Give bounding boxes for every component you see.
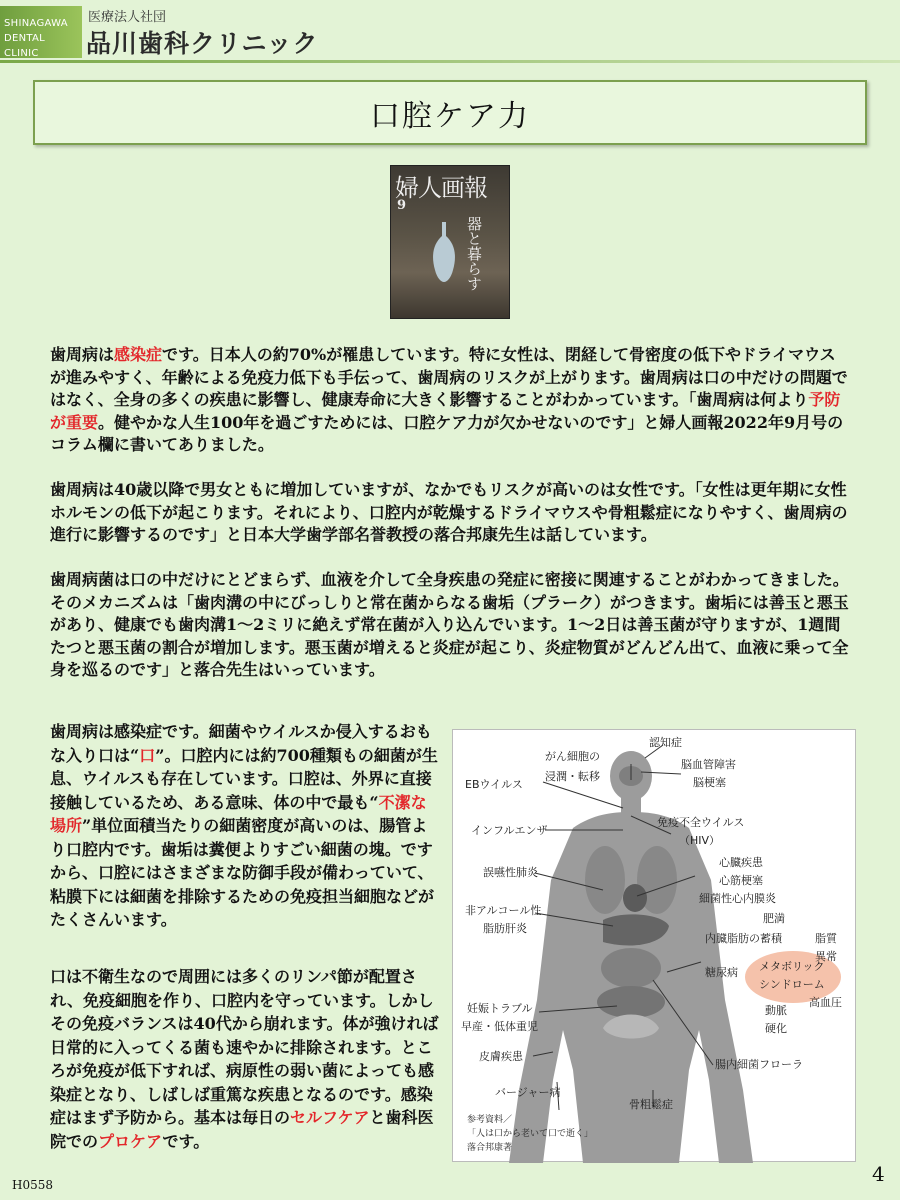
p4-highlight-kuchi: 口 [139, 745, 156, 765]
p1-highlight-kansensho: 感染症 [114, 345, 163, 364]
label-gan2: 浸潤・転移 [545, 770, 600, 783]
label-ninchisho: 認知症 [649, 736, 682, 749]
page-header [0, 0, 900, 70]
label-shinzo3: 細菌性心内膜炎 [699, 892, 776, 905]
label-hifu: 皮膚疾患 [479, 1050, 523, 1063]
label-noukekkan2: 脳梗塞 [693, 776, 726, 789]
paragraph-4 [50, 720, 442, 932]
paragraph-2: 歯周病は40歳以降で男女ともに増加していますが、なかでもリスクが高いのは女性です。「女性は更年期に女性ホルモンの低下が起こります。それにより、口腔内が乾燥するドライマウスや骨粗鬆症になりやすく、歯周病の進行に影響するのです」と日本大学歯学部名誉教授の落合邦康先生は話しています。 [50, 480, 848, 544]
magazine-cover-image [390, 165, 510, 319]
paragraph-5 [50, 965, 442, 1153]
page-title: 口腔ケア力 [370, 98, 530, 134]
page-number: 4 [872, 1162, 885, 1186]
label-shinzo1: 心臓疾患 [719, 856, 763, 869]
label-domyaku1: 動脈 [765, 1004, 787, 1017]
label-himan: 肥満 [763, 912, 785, 925]
p5-highlight-procare: プロケア [98, 1131, 163, 1151]
clinic-logo [0, 6, 82, 58]
label-metabo2: シンドローム [759, 978, 825, 991]
vase-icon [431, 222, 457, 282]
p5-text-c: と歯科医院での [50, 1108, 434, 1151]
label-ref1: 参考資料／ [467, 1115, 513, 1125]
paragraph-1 [50, 344, 850, 457]
label-ninshin2: 早産・低体重児 [461, 1020, 538, 1033]
p4-text-e: ”単位面積当たりの細菌密度が高いのは、腸管より口腔内です。歯垢は糞便よりすごい細菌の塊。ですから、口腔にはさまざまな防御手段が備わっていて、粘膜下には細菌を排除するための免疫担当細胞などがたくさんいます。 [50, 816, 435, 929]
label-nonalcohol1: 非アルコール性 [465, 904, 542, 917]
paragraph-3: 歯周病菌は口の中だけにとどまらず、血液を介して全身疾患の発症に密接に関連することがわかってきました。そのメカニズムは「歯肉溝の中にびっしりと常在菌からなる歯垢（プラーク）がつきます。歯垢には善玉と悪玉があり、健康でも歯肉溝1～2ミリに絶えず常在菌が入り込んでいます。1～2日は善玉菌が守りますが、1週間たつと悪玉菌の割合が増加します。悪玉菌が増えると炎症が起こり、炎症物質がどんどん出て、血液に乗って全身を巡るのです」と落合先生はいっています。 [50, 570, 849, 679]
title-box [33, 80, 867, 145]
p4-highlight-fuketsu: 不潔な場所 [50, 792, 427, 835]
label-shinzo2: 心筋梗塞 [719, 874, 763, 887]
label-influenza: インフルエンザ [471, 824, 548, 837]
label-kotsu: 骨粗鬆症 [629, 1098, 673, 1111]
label-goen: 誤嚥性肺炎 [483, 866, 538, 879]
label-ref3: 落合邦康著 [467, 1143, 513, 1153]
magazine-name: 婦人画報 [395, 174, 487, 202]
logo-line2: DENTAL CLINIC [4, 33, 46, 59]
label-shishitsu1: 脂質 [815, 932, 837, 945]
magazine-issue: 9 [397, 198, 407, 213]
label-shishitsu2: 異常 [815, 950, 837, 963]
label-menneki2: （HIV） [679, 834, 721, 847]
p4-text-a: 歯周病は感染症です。細菌やウイルスか侵入するおもな入り口は“ [50, 722, 432, 765]
label-naizou: 内臓脂肪の蓄積 [705, 932, 782, 945]
label-ninshin1: 妊娠トラブル [467, 1002, 533, 1015]
p1-text-e: 。健やかな人生100年を過ごすためには、口腔ケア力が欠かせないのです」と婦人画報2022年9月号のコラム欄に書いてありました。 [50, 412, 844, 454]
label-domyaku2: 硬化 [765, 1022, 787, 1035]
p4-text-c: ”。口腔内には約700種類もの細菌が生息、ウイルスも存在しています。口腔は、外界に直接接触しているため、ある意味、体の中で最も“ [50, 745, 438, 812]
label-chonai: 腸内細菌フローラ [715, 1058, 803, 1071]
org-label: 医療法人社団 [88, 10, 167, 25]
magazine-tagline: 器と暮らす [465, 216, 483, 291]
label-noukekkan1: 脳血管障害 [681, 758, 736, 771]
p1-highlight-yobo: 予防が重要 [50, 390, 841, 432]
p5-text-e: です。 [162, 1131, 210, 1151]
label-nonalcohol2: 脂肪肝炎 [483, 922, 527, 935]
p1-text-c: です。日本人の約70%が罹患しています。特に女性は、閉経して骨密度の低下やドライマウスが進みやすく、年齢による免疫力低下も手伝って、歯周病のリスクが上がります。歯周病は口の中だけの問題ではなく、全身の多くの疾患に影響し、健康寿命に大きく影響することがわかっています。「歯周病は何より [50, 345, 848, 409]
p5-highlight-selfcare: セルフケア [290, 1108, 370, 1127]
label-tonyo: 糖尿病 [705, 966, 738, 979]
body-diagram-svg [453, 730, 857, 1163]
header-divider [0, 60, 900, 63]
label-menneki1: 免疫不全ウイルス [657, 816, 745, 829]
label-eb: EBウイルス [465, 778, 523, 791]
label-koketsu: 高血圧 [809, 996, 842, 1009]
label-gan1: がん細胞の [545, 750, 600, 763]
logo-line1: SHINAGAWA [4, 18, 68, 29]
label-ref2: 「人は口から老いて口で逝く」 [467, 1129, 594, 1139]
p1-text-a: 歯周病は [50, 345, 115, 364]
document-code: H0558 [12, 1178, 54, 1192]
clinic-name: 品川歯科クリニック [86, 29, 319, 58]
body-disease-diagram [452, 729, 856, 1162]
label-metabo1: メタボリック [759, 960, 825, 973]
label-burger: バージャー病 [495, 1086, 561, 1099]
p5-text-a: 口は不衛生なので周囲には多くのリンパ節が配置され、免疫細胞を作り、口腔内を守っています。しかしその免疫バランスは40代から崩れます。体が強ければ日常的に入ってくる菌も速やかに排除されます。ところが免疫が低下すれば、病原性の弱い菌によっても感染症となり、しばしば重篤な疾患となるのです。感染症はまず予防から。基本は毎日の [50, 967, 439, 1127]
